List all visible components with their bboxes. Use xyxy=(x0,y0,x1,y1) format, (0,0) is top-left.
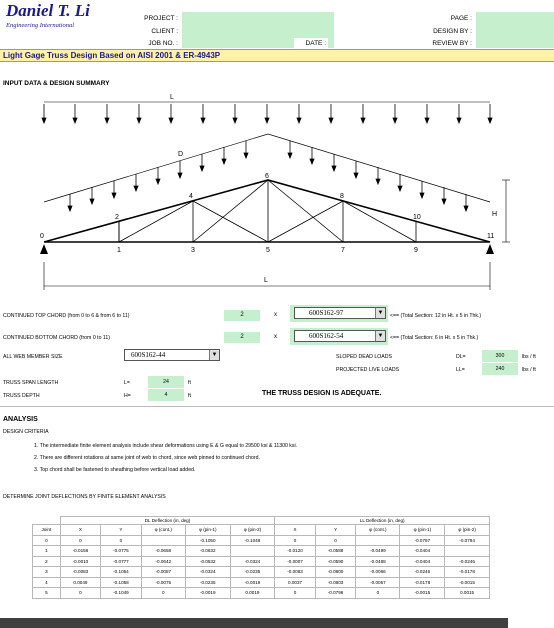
top-chord-x: x xyxy=(274,312,277,318)
table-cell: 1 xyxy=(33,546,61,557)
table-cell: -0.0007 xyxy=(275,556,316,567)
table-cell: -0.0015 xyxy=(445,577,490,588)
span-label: TRUSS SPAN LENGTH xyxy=(3,380,59,386)
depth-unit: ft xyxy=(188,393,191,399)
table-cell: -0.0010 xyxy=(60,556,101,567)
criteria-item-1: 1. The intermediate finite element analysis include shear deformations using E & G equal to 29500 ksi & 11300 ksi. xyxy=(34,443,298,449)
jobno-field[interactable] xyxy=(182,38,294,48)
deflection-table xyxy=(32,516,490,599)
criteria-item-2: 2. There are different rotations at same joint of web to chord, since web pinned to continued chord. xyxy=(34,455,260,461)
project-label: PROJECT : xyxy=(144,15,178,22)
span-label-bottom: L xyxy=(264,277,268,284)
dead-load-value[interactable]: 300 xyxy=(482,350,518,362)
web-member-section-dropdown[interactable] xyxy=(124,349,220,361)
section-divider xyxy=(0,406,554,407)
node-label-7: 7 xyxy=(341,247,345,254)
top-chord xyxy=(44,180,490,242)
table-row xyxy=(33,588,490,599)
page-title: Light Gage Truss Design Based on AISI 2001 & ER-4943P xyxy=(3,51,221,60)
brand-name: Daniel T. Li xyxy=(6,1,90,20)
table-cell: 3 xyxy=(33,567,61,578)
dl-group-header: DL Deflection (in, deg) xyxy=(60,517,275,525)
table-cell: -0.0488 xyxy=(356,556,400,567)
top-chord-label: CONTINUED TOP CHORD (from 0 to 6 & from 6 to 11) xyxy=(3,313,130,319)
table-row xyxy=(33,556,490,567)
table-cell: 0.0015 xyxy=(445,588,490,599)
node-label-10: 10 xyxy=(413,214,421,221)
column-header: φ (pin-1) xyxy=(400,525,445,536)
ll-group-header: LL Deflection (in, deg) xyxy=(275,517,490,525)
table-cell: -0.0083 xyxy=(60,567,101,578)
table-cell: 5 xyxy=(33,588,61,599)
table-cell: -0.0087 xyxy=(141,567,185,578)
live-load-label: PROJECTED LIVE LOADS xyxy=(336,367,400,373)
sloped-load-line xyxy=(44,134,490,202)
web-member-section-value: 600S162-44 xyxy=(131,351,166,359)
dead-load-symbol: DL= xyxy=(456,354,466,360)
project-client-field[interactable] xyxy=(182,12,334,38)
table-cell: -0.0075 xyxy=(141,577,185,588)
node-label-9: 9 xyxy=(414,247,418,254)
table-row xyxy=(33,546,490,557)
table-cell: 0 xyxy=(33,535,61,546)
table-cell: 0 xyxy=(275,588,316,599)
table-cell: -0.0324 xyxy=(230,556,275,567)
top-chord-section-value: 600S162-97 xyxy=(309,309,344,317)
span-value[interactable]: 24 xyxy=(148,376,184,388)
bottom-chord-section-value: 600S162-54 xyxy=(309,332,344,340)
column-header: φ (pin-1) xyxy=(185,525,230,536)
client-label: CLIENT : xyxy=(151,28,178,35)
table-cell: -0.0632 xyxy=(185,546,230,557)
top-chord-qty[interactable]: 2 xyxy=(224,310,260,321)
table-row xyxy=(33,567,490,578)
table-cell: -0.1054 xyxy=(101,567,142,578)
table-cell xyxy=(141,535,185,546)
table-cell: -0.0178 xyxy=(445,567,490,578)
table-row xyxy=(33,577,490,588)
table-cell: -0.0235 xyxy=(185,577,230,588)
brand-tagline: Engineering International xyxy=(6,22,75,29)
table-cell: -0.0532 xyxy=(185,556,230,567)
node-label-11: 11 xyxy=(487,233,495,240)
bottom-chord-qty[interactable]: 2 xyxy=(224,332,260,343)
truss-members xyxy=(44,180,490,242)
table-cell: 0 xyxy=(60,535,101,546)
web-members xyxy=(119,180,416,242)
table-header-row xyxy=(33,525,490,536)
column-header: φ (pin-2) xyxy=(445,525,490,536)
date-field[interactable] xyxy=(328,38,334,48)
analysis-heading: ANALYSIS xyxy=(3,416,38,423)
table-cell: -0.0066 xyxy=(356,567,400,578)
table-cell: -0.0404 xyxy=(400,556,445,567)
table-cell: -0.1050 xyxy=(185,535,230,546)
table-cell: -0.0019 xyxy=(185,588,230,599)
web-member-label: ALL WEB MEMBER SIZE xyxy=(3,354,63,360)
table-cell: 0.0019 xyxy=(230,588,275,599)
page-label: PAGE : xyxy=(450,15,472,22)
table-cell: 0.0049 xyxy=(60,577,101,588)
table-cell: -0.0324 xyxy=(185,567,230,578)
right-support-icon xyxy=(486,244,494,254)
table-cell: -0.0777 xyxy=(101,556,142,567)
bottom-chord-x: x xyxy=(274,334,277,340)
table-cell: 0 xyxy=(356,588,400,599)
table-cell: -0.0800 xyxy=(315,567,356,578)
bottom-chord-section-dropdown[interactable] xyxy=(294,330,386,342)
table-cell: 2 xyxy=(33,556,61,567)
bottom-chord-note: <== (Total Section: 6 in Ht. x 5 in Thk.) xyxy=(390,335,479,341)
input-section-heading: INPUT DATA & DESIGN SUMMARY xyxy=(3,80,110,87)
chevron-down-icon: ▼ xyxy=(375,331,385,341)
depth-label: H xyxy=(492,211,498,218)
live-load-symbol: LL= xyxy=(456,367,465,373)
table-cell: -0.0246 xyxy=(400,567,445,578)
dead-load-unit: lbs / ft xyxy=(522,354,536,360)
truss-diagram xyxy=(30,92,510,292)
table-cell: -0.0590 xyxy=(315,556,356,567)
table-cell: -0.0796 xyxy=(315,588,356,599)
reviewby-label: REVIEW BY : xyxy=(432,40,472,47)
table-cell: -0.0404 xyxy=(400,546,445,557)
table-row xyxy=(33,535,490,546)
live-load-value[interactable]: 240 xyxy=(482,363,518,375)
table-cell: -0.0057 xyxy=(356,577,400,588)
date-label: DATE : xyxy=(305,40,326,47)
table-cell: -0.0797 xyxy=(400,535,445,546)
table-cell: -0.0246 xyxy=(445,556,490,567)
table-cell: -0.1048 xyxy=(230,535,275,546)
table-cell: 4 xyxy=(33,577,61,588)
node-label-6: 6 xyxy=(265,173,269,180)
table-cell xyxy=(445,546,490,557)
designby-label: DESIGN BY : xyxy=(433,28,472,35)
table-cell: -0.0588 xyxy=(315,546,356,557)
table-cell: -0.1049 xyxy=(101,588,142,599)
left-support-icon xyxy=(40,244,48,254)
table-cell: -0.0063 xyxy=(275,567,316,578)
table-cell: 0 xyxy=(60,588,101,599)
page-design-review-field[interactable] xyxy=(476,12,554,48)
jobno-label: JOB NO. : xyxy=(148,40,178,47)
table-cell: -0.0658 xyxy=(141,546,185,557)
column-header: φ (cont.) xyxy=(356,525,400,536)
table-cell: -0.0775 xyxy=(101,546,142,557)
criteria-item-3: 3. Top chord shall be fastened to sheathing before vertical load added. xyxy=(34,467,196,473)
table-cell xyxy=(230,546,275,557)
node-label-0: 0 xyxy=(40,233,44,240)
span-label-top: L xyxy=(170,94,174,101)
span-symbol: L= xyxy=(124,380,130,386)
top-chord-section-dropdown[interactable] xyxy=(294,307,386,319)
table-cell: 0 xyxy=(141,588,185,599)
node-label-5: 5 xyxy=(266,247,270,254)
table-cell: -0.0158 xyxy=(60,546,101,557)
depth-symbol: H= xyxy=(124,393,131,399)
table-cell: -0.0120 xyxy=(275,546,316,557)
table-cell: -0.0499 xyxy=(356,546,400,557)
table-cell: 0 xyxy=(275,535,316,546)
table-cell: -0.0642 xyxy=(141,556,185,567)
bottom-bar xyxy=(0,618,508,628)
table-cell: 0.0037 xyxy=(275,577,316,588)
column-header: X xyxy=(60,525,101,536)
table-cell: 0 xyxy=(101,535,142,546)
node-label-4: 4 xyxy=(189,193,193,200)
table-cell xyxy=(356,535,400,546)
dead-load-label: SLOPED DEAD LOADS xyxy=(336,354,392,360)
column-header: Y xyxy=(101,525,142,536)
top-chord-note: <== (Total Section: 12 in Ht. x 5 in Thk.) xyxy=(390,313,482,319)
table-cell: -0.0794 xyxy=(445,535,490,546)
design-criteria-heading: DESIGN CRITERIA xyxy=(3,429,49,435)
column-header: Y xyxy=(315,525,356,536)
column-header: φ (pin-2) xyxy=(230,525,275,536)
table-cell: 0 xyxy=(315,535,356,546)
table-cell: -0.0803 xyxy=(315,577,356,588)
deflection-heading: DETERMINE JOINT DEFLECTIONS BY FINITE ELEMENT ANALYSIS xyxy=(3,494,166,500)
table-cell: -0.1058 xyxy=(101,577,142,588)
column-header: Joint xyxy=(33,525,61,536)
slope-load-label: D xyxy=(178,151,184,158)
table-cell: -0.0178 xyxy=(400,577,445,588)
column-header: φ (cont.) xyxy=(141,525,185,536)
node-label-3: 3 xyxy=(191,247,195,254)
table-cell: -0.0015 xyxy=(400,588,445,599)
projected-load-arrows xyxy=(42,104,492,123)
table-cell: -0.0019 xyxy=(230,577,275,588)
live-load-unit: lbs / ft xyxy=(522,367,536,373)
span-unit: ft xyxy=(188,380,191,386)
bottom-chord-label: CONTINUED BOTTOM CHORD (from 0 to 11) xyxy=(3,335,111,341)
node-label-8: 8 xyxy=(340,193,344,200)
chevron-down-icon: ▼ xyxy=(209,350,219,360)
design-result: THE TRUSS DESIGN IS ADEQUATE. xyxy=(262,390,382,397)
chevron-down-icon: ▼ xyxy=(375,308,385,318)
node-label-2: 2 xyxy=(115,214,119,221)
table-cell: -0.0235 xyxy=(230,567,275,578)
column-header: X xyxy=(275,525,316,536)
depth-label-text: TRUSS DEPTH xyxy=(3,393,40,399)
node-label-1: 1 xyxy=(117,247,121,254)
depth-value[interactable]: 4 xyxy=(148,389,184,401)
